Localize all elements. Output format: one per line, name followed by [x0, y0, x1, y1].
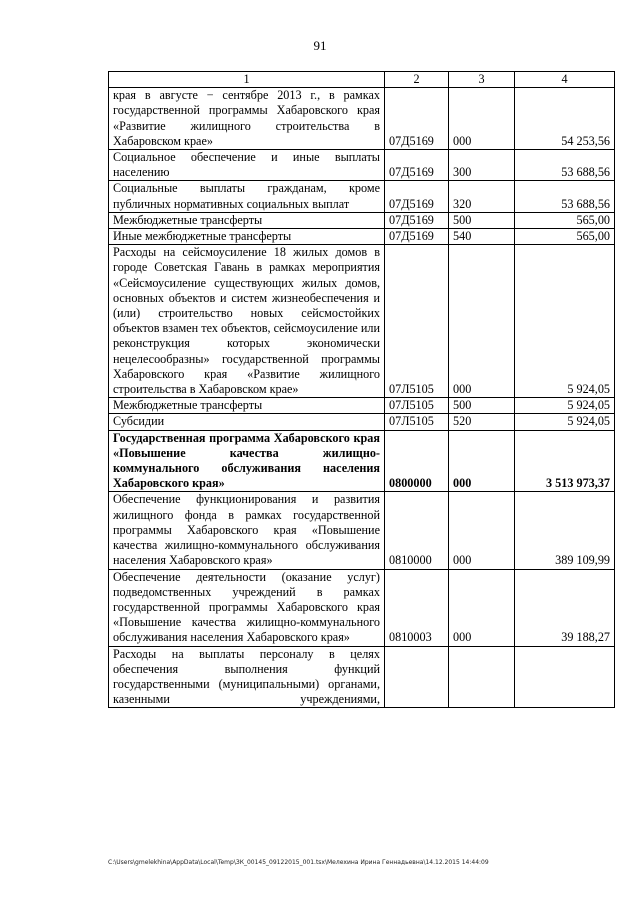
row-target-code: 07Л5105 — [385, 398, 449, 414]
header-col-4: 4 — [515, 72, 615, 88]
row-expense-type: 520 — [449, 414, 515, 430]
row-amount: 565,00 — [515, 229, 615, 245]
row-description: края в августе − сентябре 2013 г., в рамках государственной программы Хабаровского края «Развитие жилищного строительства в Хабаровском крае» — [109, 88, 385, 150]
row-target-code: 07Д5169 — [385, 229, 449, 245]
table-row — [109, 229, 615, 245]
table-row — [109, 569, 615, 646]
table-row — [109, 212, 615, 228]
row-description: Расходы на выплаты персоналу в целях обеспечения выполнения функций государственными (муниципальными) органами, казенными учреждениями, — [109, 646, 385, 708]
table-row-continued — [109, 646, 615, 708]
row-target-code: 07Л5105 — [385, 414, 449, 430]
document-footer-path: C:\Users\gmelekhina\AppData\Local\Temp\ЗК_00145_09122015_001.tsx\Мелехина Ирина Геннадьевна\14.12.2015 14:44:09 — [108, 859, 489, 866]
row-description: Иные межбюджетные трансферты — [109, 229, 385, 245]
row-expense-type: 000 — [449, 430, 515, 492]
table-row — [109, 150, 615, 181]
row-amount: 53 688,56 — [515, 150, 615, 181]
table-header-row — [109, 72, 615, 88]
table-row — [109, 88, 615, 150]
table-row — [109, 181, 615, 212]
header-col-1: 1 — [109, 72, 385, 88]
row-target-code: 07Д5169 — [385, 181, 449, 212]
row-expense-type: 000 — [449, 245, 515, 398]
row-expense-type: 500 — [449, 212, 515, 228]
table-row — [109, 492, 615, 569]
row-description: Обеспечение функционирования и развития жилищного фонда в рамках государственной программы Хабаровского края «Повышение качества жилищно-коммунального обслуживания населения Хабаровского края» — [109, 492, 385, 569]
row-description: Социальные выплаты гражданам, кроме публичных нормативных социальных выплат — [109, 181, 385, 212]
row-target-code: 07Д5169 — [385, 88, 449, 150]
row-description: Обеспечение деятельности (оказание услуг) подведомственных учреждений в рамках государственной программы Хабаровского края «Повышение качества жилищно-коммунального обслуживания населения Хабаровского края» — [109, 569, 385, 646]
row-amount: 389 109,99 — [515, 492, 615, 569]
row-description: Субсидии — [109, 414, 385, 430]
row-amount: 565,00 — [515, 212, 615, 228]
row-expense-type: 000 — [449, 492, 515, 569]
row-amount: 5 924,05 — [515, 245, 615, 398]
row-amount: 54 253,56 — [515, 88, 615, 150]
table-row-program — [109, 430, 615, 492]
row-target-code: 07Л5105 — [385, 245, 449, 398]
row-description: Расходы на сейсмоусиление 18 жилых домов в городе Советская Гавань в рамках мероприятия «Сейсмоусиление существующих жилых домов, основных объектов и систем жизнеобеспечения и (или) строительство новых сейсмостойких объектов взамен тех объектов, сейсмоусиление или реконструкция которых экономически нецелесообразны» государственной программы Хабаровского края «Развитие жилищного строительства в Хабаровском крае» — [109, 245, 385, 398]
row-expense-type: 000 — [449, 569, 515, 646]
row-expense-type — [449, 646, 515, 708]
table-row — [109, 414, 615, 430]
row-target-code: 0810000 — [385, 492, 449, 569]
row-amount — [515, 646, 615, 708]
page-number: 91 — [313, 38, 327, 53]
header-col-3: 3 — [449, 72, 515, 88]
table-row — [109, 245, 615, 398]
row-amount: 5 924,05 — [515, 398, 615, 414]
row-description: Межбюджетные трансферты — [109, 398, 385, 414]
row-description: Государственная программа Хабаровского края «Повышение качества жилищно-коммунального обслуживания населения Хабаровского края» — [109, 430, 385, 492]
row-expense-type: 300 — [449, 150, 515, 181]
row-expense-type: 500 — [449, 398, 515, 414]
row-expense-type: 320 — [449, 181, 515, 212]
row-target-code: 07Д5169 — [385, 150, 449, 181]
row-description: Межбюджетные трансферты — [109, 212, 385, 228]
row-target-code — [385, 646, 449, 708]
row-target-code: 0800000 — [385, 430, 449, 492]
header-col-2: 2 — [385, 72, 449, 88]
row-description: Социальное обеспечение и иные выплаты населению — [109, 150, 385, 181]
row-amount: 39 188,27 — [515, 569, 615, 646]
row-amount: 5 924,05 — [515, 414, 615, 430]
row-expense-type: 540 — [449, 229, 515, 245]
row-expense-type: 000 — [449, 88, 515, 150]
budget-table — [108, 71, 615, 708]
row-target-code: 07Д5169 — [385, 212, 449, 228]
row-amount: 53 688,56 — [515, 181, 615, 212]
row-amount: 3 513 973,37 — [515, 430, 615, 492]
table-row — [109, 398, 615, 414]
row-target-code: 0810003 — [385, 569, 449, 646]
